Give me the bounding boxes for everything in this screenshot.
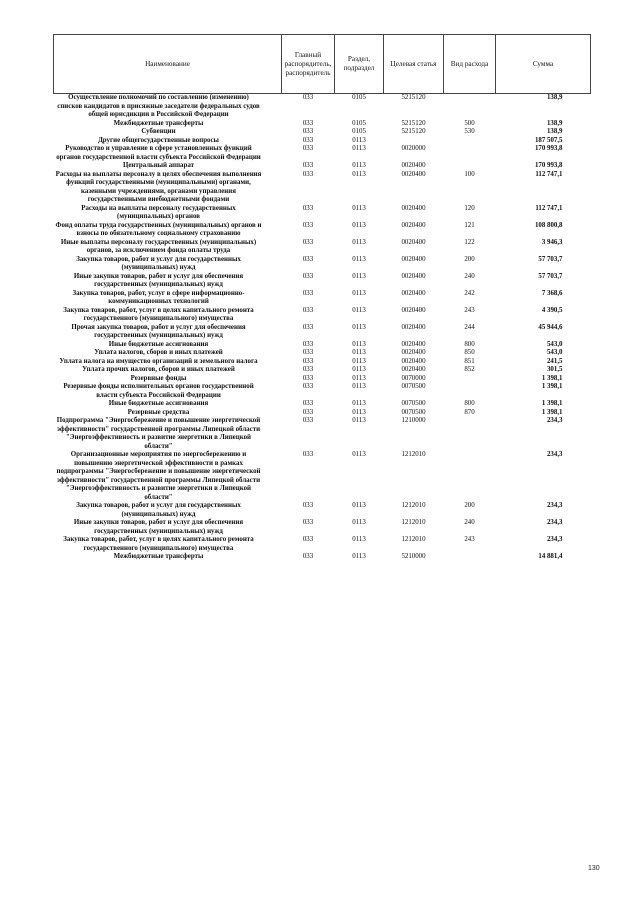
row-expense-type: 242 [464,289,475,297]
row-expense-type: 200 [464,502,475,509]
row-manager-code: 033 [302,162,314,169]
row-target-article: 0020400 [401,349,426,356]
row-section-code: 0113 [352,272,366,280]
row-expense-type: 243 [464,536,475,543]
row-manager-code: 033 [302,289,314,297]
table-body [54,94,591,562]
row-section-code: 0113 [352,306,366,314]
row-section-code: 0113 [352,170,366,178]
row-expense-type: 120 [464,204,475,212]
table-row [54,145,591,162]
row-amount: 234,3 [546,536,563,543]
table-row [54,409,591,418]
row-target-article: 1210000 [401,417,426,424]
column-header-manager: Главный распорядитель, распорядитель [282,35,335,94]
page-number: 130 [588,865,600,872]
row-target-article: 0070500 [401,400,426,407]
row-name: Иные бюджетные ассигнования [108,400,209,407]
table-row [54,324,591,341]
row-expense-type: 530 [464,128,475,135]
table-row [54,128,591,137]
table-row [54,417,591,451]
row-section-code: 0113 [352,400,366,407]
row-expense-type: 870 [464,408,475,416]
row-target-article: 5215120 [401,119,426,127]
row-amount: 1 398,1 [541,400,563,407]
row-expense-type [444,375,496,384]
row-name: Уплата налога на имущество организаций и земельного налога [59,357,258,365]
column-header-expense-type: Вид расхода [444,35,496,94]
row-manager-code: 033 [302,349,314,356]
row-target-article: 0020400 [401,238,426,246]
row-manager-code: 033 [302,272,314,280]
row-amount: 14 881,4 [538,553,563,560]
table-row [54,162,591,171]
row-section-code: 0105 [335,94,384,120]
row-expense-type [444,145,496,162]
row-manager-code: 033 [302,366,314,373]
table-row [54,375,591,384]
row-expense-type: 121 [464,221,475,229]
row-amount: 7 368,6 [541,289,563,297]
row-section-code: 0113 [352,374,366,382]
row-section-code: 0113 [352,204,366,212]
row-amount: 187 507,5 [534,136,563,144]
row-expense-type: 500 [464,119,475,127]
table-row [54,536,591,553]
row-name: Закупка товаров, работ, услуг в целях капитального ремонта государственного (муниципального) имущества [63,306,254,322]
row-expense-type: 243 [464,306,475,314]
row-section-code: 0113 [352,238,366,246]
row-manager-code: 033 [302,536,314,543]
row-target-article: 1212010 [401,502,426,509]
row-name: Межбюджетные трансферты [113,553,204,560]
row-section-code: 0113 [352,136,366,144]
table-row [54,349,591,358]
row-amount: 138,9 [496,94,591,120]
row-amount: 241,5 [546,357,563,365]
row-target-article: 0020400 [401,289,426,297]
row-amount: 45 944,6 [538,323,563,331]
row-section-code: 0113 [352,366,366,373]
row-amount: 57 703,7 [538,255,563,263]
row-name: Иные закупки товаров, работ и услуг для обеспечения государственных (муниципальных) нужд [73,272,244,288]
row-expense-type: 240 [464,272,475,280]
row-expense-type: 200 [464,255,475,263]
row-name: Подпрограмма "Энергосбережение и повышение энергетической эффективности" государственной программы Липецкой области "Энергоэффективность и развитие энергетики в Липецкой области" [56,417,261,450]
row-name: Руководство и управление в сфере установленных функций органов государственной власти субъекта Российской Федерации [56,145,261,161]
row-expense-type [444,162,496,171]
table-row [54,137,591,146]
table-row [54,120,591,129]
row-manager-code: 033 [302,255,314,263]
row-amount: 170 993,8 [534,145,563,152]
row-section-code: 0113 [352,340,366,348]
row-manager-code: 033 [302,170,314,178]
table-row [54,171,591,205]
row-section-code: 0113 [352,289,366,297]
row-section-code: 0113 [352,553,366,560]
row-name: Другие общегосударственные вопросы [98,136,219,144]
row-amount: 543,0 [546,340,563,348]
row-name: Осуществление полномочий по составлению (изменению) списков кандидатов в присяжные заседатели федеральных судов общей юрисдикции в Российской Федерации [54,94,282,120]
table-row [54,383,591,400]
table-row [54,400,591,409]
row-amount: 1 398,1 [541,374,563,382]
row-expense-type: 244 [464,323,475,331]
row-name: Резервные фонды исполнительных органов государственной власти субъекта Российской Федерации [63,383,254,399]
row-target-article: 1212010 [401,519,426,526]
table-row [54,256,591,273]
row-name: Уплата налогов, сборов и иных платежей [94,349,223,356]
row-name: Иные бюджетные ассигнования [108,340,209,348]
row-manager-code: 033 [302,119,314,127]
row-manager-code: 033 [302,383,314,390]
row-amount: 234,3 [546,502,563,509]
table-row [54,307,591,324]
row-manager-code: 033 [302,502,314,509]
row-name: Прочая закупка товаров, работ и услуг для обеспечения государственных (муниципальных) нужд [71,323,246,339]
row-manager-code: 033 [302,400,314,407]
row-name: Организационные мероприятия по энергосбережению и повышению энергетической эффективности в рамках подпрограммы "Энергосбережение и повышение энергетической эффективности" государственной программы Липецкой области "Энергоэффективность и развитие энергетики в Липецкой области" [56,451,261,501]
table-row [54,553,591,562]
table-row [54,222,591,239]
row-name: Расходы на выплаты персоналу государственных (муниципальных) органов [81,204,236,220]
row-name: Центральный аппарат [123,162,194,169]
column-header-name: Наименование [54,35,282,94]
row-target-article: 5215120 [401,128,426,135]
row-target-article: 5215120 [384,94,444,120]
row-amount: 108 800,8 [534,221,563,229]
table-row [54,273,591,290]
row-manager-code: 033 [282,94,335,120]
row-expense-type: 851 [464,357,475,365]
row-name: Закупка товаров, работ и услуг для государственных (муниципальных) нужд [76,502,241,518]
row-amount: 138,9 [546,128,563,135]
row-section-code: 0105 [352,128,366,135]
row-manager-code: 033 [302,323,314,331]
row-manager-code: 033 [302,128,314,135]
row-manager-code: 033 [302,451,314,458]
row-name: Межбюджетные трансферты [113,119,204,127]
row-manager-code: 033 [302,519,314,526]
row-manager-code: 033 [302,408,314,416]
row-section-code: 0113 [352,162,366,169]
row-manager-code: 033 [302,357,314,365]
table-row [54,519,591,536]
row-target-article: 0070500 [401,383,426,390]
row-target-article: 0020400 [401,366,426,373]
table-row [54,205,591,222]
column-header-target-article: Целевая статья [384,35,444,94]
row-amount: 1 398,1 [541,383,563,390]
budget-table [53,34,591,562]
row-name: Резервные средства [127,408,190,416]
row-section-code: 0113 [352,502,366,509]
row-amount: 234,3 [546,451,563,458]
row-section-code: 0113 [352,323,366,331]
row-expense-type: 852 [464,366,475,373]
row-section-code: 0113 [352,383,366,390]
row-expense-type [444,417,496,451]
row-manager-code: 033 [302,417,314,424]
row-manager-code: 033 [302,136,314,144]
row-section-code: 0113 [352,408,366,416]
row-name: Закупка товаров, работ и услуг для государственных (муниципальных) нужд [76,255,241,271]
row-target-article: 0020400 [401,357,426,365]
row-manager-code: 033 [302,238,314,246]
row-section-code: 0113 [352,145,366,152]
row-name: Иные закупки товаров, работ и услуг для обеспечения государственных (муниципальных) нужд [73,519,244,535]
table-header-row [54,35,591,94]
row-expense-type [444,383,496,400]
column-header-amount: Сумма [496,35,591,94]
row-amount: 3 946,3 [541,238,563,246]
row-amount: 234,3 [546,519,563,526]
table-row [54,94,591,120]
table-row [54,358,591,367]
row-amount: 234,3 [546,417,563,424]
row-expense-type [444,137,496,146]
row-target-article: 0020400 [401,306,426,314]
row-expense-type [444,94,496,120]
row-manager-code: 033 [302,374,314,382]
row-section-code: 0113 [352,221,366,229]
row-expense-type [444,553,496,562]
row-amount: 301,5 [546,366,563,373]
row-target-article: 0020400 [401,162,426,169]
row-target-article: 0020400 [401,340,426,348]
row-name: Расходы на выплаты персоналу в целях обеспечения выполнения функций государственными (муниципальными) органами, казенными учреждениями, органами управления государственными внебюджетными фондами [55,170,262,203]
row-section-code: 0113 [352,357,366,365]
row-expense-type: 800 [464,400,475,407]
row-amount: 57 703,7 [538,272,563,280]
row-manager-code: 033 [302,221,314,229]
table-row [54,290,591,307]
row-amount: 4 390,5 [541,306,563,314]
row-amount: 543,0 [546,349,563,356]
row-target-article: 0020400 [401,221,426,229]
row-name: Субвенции [141,128,176,135]
row-manager-code: 033 [302,553,314,560]
table-row [54,451,591,502]
row-expense-type: 122 [464,238,475,246]
row-manager-code: 033 [302,204,314,212]
row-section-code: 0113 [352,536,366,543]
row-amount: 138,9 [546,119,563,127]
row-manager-code: 033 [302,340,314,348]
row-target-article: 1212010 [401,536,426,543]
column-header-section: Раздел, подраздел [335,35,384,94]
row-amount: 1 398,1 [541,408,563,416]
row-expense-type: 800 [464,340,475,348]
row-name: Уплата прочих налогов, сборов и иных платежей [82,366,235,373]
row-section-code: 0113 [352,451,366,458]
table-row [54,502,591,519]
row-expense-type: 240 [464,519,475,526]
row-target-article: 0020000 [401,145,426,152]
row-target-article: 0070500 [401,408,426,416]
row-name: Закупка товаров, работ, услуг в целях капитального ремонта государственного (муниципального) имущества [63,536,254,552]
row-name: Иные выплаты персоналу государственных (муниципальных) органов, за исключением фонда оплаты труда [60,238,257,254]
row-target-article: 1212010 [401,451,426,458]
table-row [54,239,591,256]
row-target-article: 0020400 [401,272,426,280]
row-target-article: 0020400 [401,323,426,331]
row-section-code: 0113 [352,349,366,356]
row-amount: 112 747,1 [535,204,563,212]
row-name: Резервные фонды [130,374,187,382]
row-manager-code: 033 [302,306,314,314]
table-row [54,366,591,375]
row-manager-code: 033 [302,145,314,152]
row-section-code: 0113 [352,417,366,424]
row-target-article: 0020400 [401,255,426,263]
row-target-article: 0020400 [401,204,426,212]
row-expense-type [444,451,496,502]
row-section-code: 0105 [352,119,366,127]
row-name: Закупка товаров, работ, услуг в сфере информационно-коммуникационных технологий [72,289,245,305]
row-amount: 170 993,8 [534,162,563,169]
row-target-article: 5210000 [401,553,426,560]
row-expense-type: 850 [464,349,475,356]
row-target-article: 0070000 [401,374,426,382]
row-amount: 112 747,1 [535,170,563,178]
row-name: Фонд оплаты труда государственных (муниципальных) органов и взносы по обязательному социальному страхованию [55,221,262,237]
row-target-article: 0020400 [401,170,426,178]
row-section-code: 0113 [352,255,366,263]
row-section-code: 0113 [352,519,366,526]
row-target-article [384,137,444,146]
table-row [54,341,591,350]
row-expense-type: 100 [464,170,475,178]
